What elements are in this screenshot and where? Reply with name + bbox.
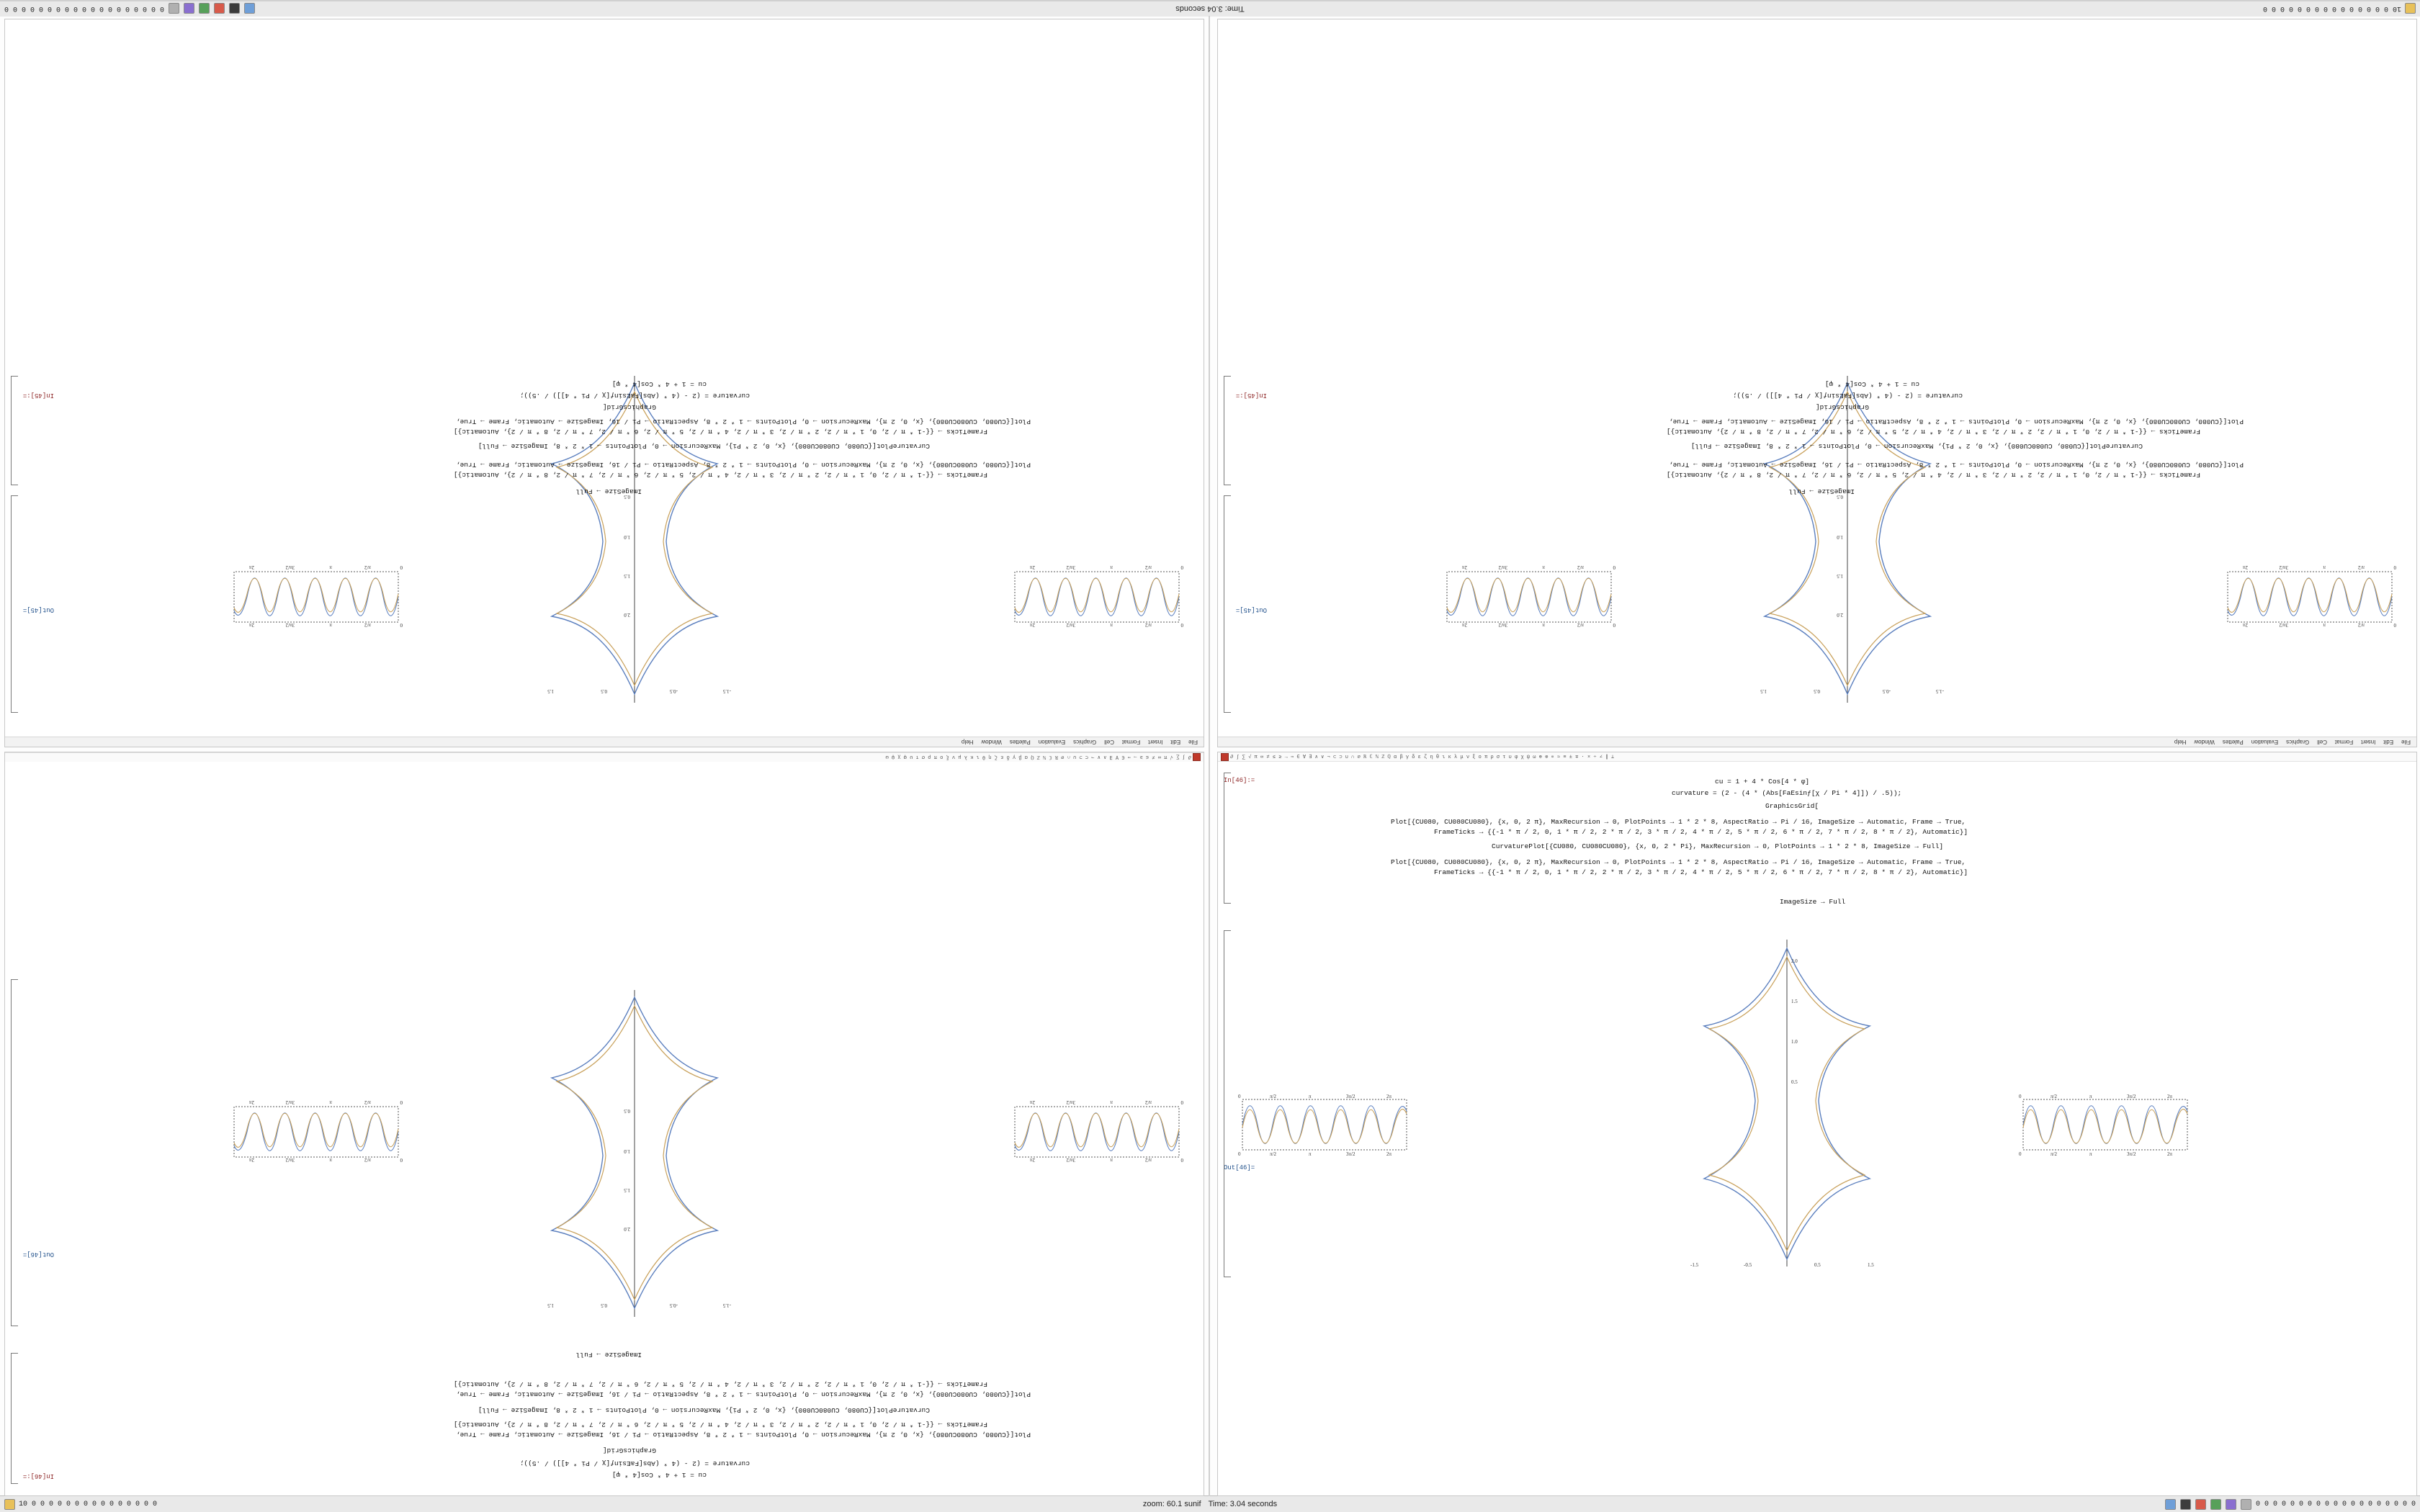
svg-text:π/2: π/2 xyxy=(1145,1157,1152,1163)
notebook-pane-top-right[interactable] xyxy=(1217,19,2417,747)
plot-code-line-2[interactable]: FrameTicks → {{-1 * π / 2, 0, 1 * π / 2, 2 * π / 2, 3 * π / 2, 4 * π / 2, 5 * π / 2, 6 * π / 2, 7 * π / 2, 8 * π / 2}, Automatic}] xyxy=(453,471,987,479)
bottom-titlebar-right-text: 0 0 0 0 0 0 0 0 0 0 0 0 0 0 0 0 0 0 0 xyxy=(2255,1500,2416,1508)
svg-text:π: π xyxy=(329,564,332,570)
cell-bracket-5[interactable] xyxy=(11,1353,18,1484)
svg-text:2π: 2π xyxy=(248,622,254,628)
horizontal-divider xyxy=(0,0,2420,1)
svg-text:0.5: 0.5 xyxy=(1837,494,1843,500)
svg-text:3π/2: 3π/2 xyxy=(285,622,295,628)
imagesize-text-3: ImageSize → Full xyxy=(575,1351,642,1359)
app-icon-bottom xyxy=(4,1499,15,1510)
svg-text:0.5: 0.5 xyxy=(624,1108,630,1114)
top-status-text: Time: 3.04 seconds xyxy=(1175,4,1245,13)
notebook-body-bottom-right[interactable] xyxy=(1218,761,2416,1495)
menu-graphics[interactable]: Graphics xyxy=(1073,739,1097,745)
bottom-status-text-2: zoom: 60.1 sunif xyxy=(1142,1500,1201,1508)
cell-bracket-2[interactable] xyxy=(11,376,18,485)
menu-help-2[interactable]: Help xyxy=(2174,739,2187,745)
menu-edit[interactable]: Edit xyxy=(1170,739,1181,745)
svg-text:1.5: 1.5 xyxy=(1868,1262,1874,1268)
notebook-body-top-right[interactable] xyxy=(1218,19,2416,737)
svg-text:-1.5: -1.5 xyxy=(1690,1262,1699,1268)
svg-text:1.5: 1.5 xyxy=(547,688,554,694)
svg-text:0: 0 xyxy=(1613,622,1615,628)
curvature-def-code[interactable]: curvature = (2 - (4 * (Abs[FaEsinƒ[χ / Pi * 4]]) / .5)); xyxy=(519,392,750,400)
svg-text:2π: 2π xyxy=(1029,1099,1035,1105)
curvature-plot-code-c[interactable]: CurvaturePlot[{CU080, CU080CU080}, {x, 0, 2 * Pi}, MaxRecursion → 0, PlotPoints → 1 * 2 * 8, ImageSize → Full] xyxy=(478,1406,930,1414)
svg-text:1.0: 1.0 xyxy=(1791,1039,1798,1045)
plot-code-line-4d[interactable]: FrameTicks → {{-1 * π / 2, 0, 1 * π / 2, 2 * π / 2, 3 * π / 2, 4 * π / 2, 5 * π / 2, 6 * π / 2, 7 * π / 2, 8 * π / 2}, Automatic}] xyxy=(1434,868,1968,876)
svg-text:π: π xyxy=(2089,1094,2092,1099)
svg-text:0: 0 xyxy=(1180,1157,1183,1163)
graphics-grid-code-d[interactable]: GraphicsGrid[ xyxy=(1765,802,1819,810)
svg-text:3π/2: 3π/2 xyxy=(1498,622,1507,628)
mail-icon[interactable] xyxy=(199,4,210,14)
bottom-titlebar-left-text: 10 0 0 0 0 0 0 0 0 0 0 0 0 0 0 0 xyxy=(19,1500,158,1508)
titlebar-right-text: 0 0 0 0 0 0 0 0 0 0 0 0 0 0 0 0 0 0 0 xyxy=(4,4,165,13)
curve-def-code-c[interactable]: cu = 1 + 4 * Cos[4 * φ] xyxy=(611,1471,707,1479)
top-window-titlebar xyxy=(0,0,2420,17)
wave-plot-3-left xyxy=(1008,1099,1188,1164)
svg-text:π: π xyxy=(1110,622,1113,628)
svg-text:π: π xyxy=(329,622,332,628)
svg-text:-1.5: -1.5 xyxy=(722,1302,731,1308)
svg-text:0: 0 xyxy=(1613,564,1615,570)
svg-text:0: 0 xyxy=(2393,564,2396,570)
svg-text:2.0: 2.0 xyxy=(624,1226,630,1232)
svg-text:π/2: π/2 xyxy=(1145,564,1152,570)
svg-text:2π: 2π xyxy=(2242,564,2248,570)
curvature-plot-code-d[interactable]: CurvaturePlot[{CU080, CU080CU080}, {x, 0, 2 * Pi}, MaxRecursion → 0, PlotPoints → 1 * 2 * 8, ImageSize → Full] xyxy=(1492,842,1944,850)
menu-format-2[interactable]: Format xyxy=(2334,739,2354,745)
media-icon[interactable] xyxy=(184,4,194,14)
bottom-titlebar-left-group xyxy=(0,1499,800,1510)
menu-edit-2[interactable]: Edit xyxy=(2383,739,2394,745)
wave-plot-1-left xyxy=(1008,564,1188,629)
svg-text:3π/2: 3π/2 xyxy=(285,1099,295,1105)
svg-text:π: π xyxy=(2323,564,2326,570)
plot-code-line-4c[interactable]: FrameTicks → {{-1 * π / 2, 0, 1 * π / 2, 2 * π / 2, 3 * π / 2, 4 * π / 2, 5 * π / 2, 6 * π / 2, 7 * π / 2, 8 * π / 2}, Automatic}] xyxy=(453,1380,987,1388)
titlebar-left-text: 10 0 0 0 0 0 0 0 0 0 0 0 0 0 0 0 xyxy=(2262,4,2401,13)
svg-text:π/2: π/2 xyxy=(364,622,371,628)
svg-text:-0.5: -0.5 xyxy=(1744,1262,1752,1268)
svg-text:π/2: π/2 xyxy=(364,1157,371,1163)
svg-text:1.0: 1.0 xyxy=(624,1148,630,1154)
svg-text:3π/2: 3π/2 xyxy=(2279,564,2288,570)
wave-plot-1-right xyxy=(227,564,407,629)
folder-icon[interactable] xyxy=(244,4,255,14)
svg-text:2π: 2π xyxy=(2242,622,2248,628)
svg-text:3π/2: 3π/2 xyxy=(285,564,295,570)
menu-help[interactable]: Help xyxy=(961,739,974,745)
curvature-plot-code-b[interactable]: CurvaturePlot[{CU080, CU080CU080}, {x, 0, 2 * Pi}, MaxRecursion → 0, PlotPoints → 1 * 2 * 8, ImageSize → Full] xyxy=(1690,442,2143,450)
cell-bracket-1[interactable] xyxy=(11,495,18,713)
svg-text:π: π xyxy=(1309,1094,1312,1099)
svg-text:2.0: 2.0 xyxy=(1791,958,1798,964)
svg-text:π/2: π/2 xyxy=(364,1099,371,1105)
notebook-body-top-left[interactable] xyxy=(5,19,1204,737)
svg-text:2.0: 2.0 xyxy=(624,612,630,618)
menu-file[interactable]: File xyxy=(1188,739,1198,745)
titlebar-center-group xyxy=(800,4,1620,13)
toolbar-symbols: ∂ ∫ ∑ √ π ∞ ≠ ≤ ≥ → ⇒ ∈ ∀ ∃ ∧ ∨ ¬ ⊂ ⊃ ∪ ∩ ∅ ℝ ℂ ℕ ℤ ℚ α β γ δ ε ζ η θ ι κ λ μ ν ξ ο π ρ σ τ υ φ χ ψ ω xyxy=(885,754,1191,760)
svg-text:π: π xyxy=(1542,564,1545,570)
svg-text:3π/2: 3π/2 xyxy=(1066,1157,1075,1163)
media-icon-bottom[interactable] xyxy=(2226,1499,2236,1510)
svg-text:π: π xyxy=(329,1099,332,1105)
menu-evaluation-2[interactable]: Evaluation xyxy=(2251,739,2279,745)
svg-text:-1.5: -1.5 xyxy=(1935,688,1944,694)
in-label-4: In[46]:= xyxy=(1224,777,1255,784)
svg-text:-1.5: -1.5 xyxy=(722,688,731,694)
svg-text:0: 0 xyxy=(2019,1094,2022,1099)
bottom-titlebar-center-group xyxy=(800,1500,1620,1508)
svg-text:-0.5: -0.5 xyxy=(1882,688,1891,694)
browser-icon-bottom[interactable] xyxy=(2195,1499,2206,1510)
svg-text:0: 0 xyxy=(1238,1151,1241,1157)
curve-def-code-b[interactable]: cu = 1 + 4 * Cos[4 * φ] xyxy=(1824,380,1919,388)
graphics-grid-code[interactable]: GraphicsGrid[ xyxy=(602,403,656,411)
svg-text:0: 0 xyxy=(2019,1151,2022,1157)
plot-code-line-2d[interactable]: FrameTicks → {{-1 * π / 2, 0, 1 * π / 2, 2 * π / 2, 3 * π / 2, 4 * π / 2, 5 * π / 2, 6 * π / 2, 7 * π / 2, 8 * π / 2}, Automatic}] xyxy=(1434,828,1968,836)
curve-def-code-d[interactable]: cu = 1 + 4 * Cos[4 * φ] xyxy=(1715,778,1810,786)
svg-text:π: π xyxy=(1110,1157,1113,1163)
toolbar-symbols-2: ∂ ∫ ∑ √ π ∞ ≠ ≤ ≥ → ⇒ ∈ ∀ ∃ ∧ ∨ ¬ ⊂ ⊃ ∪ ∩ ∅ ℝ ℂ ℕ ℤ ℚ α β γ δ ε ζ η θ ι κ λ μ ν ξ ο π ρ σ τ υ φ χ ψ ω ⊕ ⊗ ∝ ≈ ≡ ± ∓ ⋅ × ÷ ∠ ∥ ⊥ xyxy=(1230,754,1615,760)
svg-text:π/2: π/2 xyxy=(1270,1151,1276,1157)
svg-text:π/2: π/2 xyxy=(1145,622,1152,628)
polar-rose-plot-4 xyxy=(1621,934,1953,1272)
menu-window-2[interactable]: Window xyxy=(2194,739,2215,745)
menu-graphics-2[interactable]: Graphics xyxy=(2286,739,2310,745)
abort-indicator-2[interactable] xyxy=(1221,753,1229,761)
svg-text:2π: 2π xyxy=(1029,1157,1035,1163)
svg-text:3π/2: 3π/2 xyxy=(1066,564,1075,570)
cell-bracket-3[interactable] xyxy=(1224,495,1231,713)
svg-text:0: 0 xyxy=(1180,564,1183,570)
svg-text:3π/2: 3π/2 xyxy=(1346,1094,1355,1099)
terminal-icon-bottom[interactable] xyxy=(2180,1499,2191,1510)
svg-text:0.5: 0.5 xyxy=(624,494,630,500)
svg-text:2π: 2π xyxy=(248,1157,254,1163)
graphics-grid-code-b[interactable]: GraphicsGrid[ xyxy=(1815,403,1869,411)
in-label-3: In[46]:= xyxy=(22,1472,54,1480)
plot-code-line-4b[interactable]: FrameTicks → {{-1 * π / 2, 0, 1 * π / 2, 2 * π / 2, 3 * π / 2, 4 * π / 2, 5 * π / 2, 6 * π / 2, 7 * π / 2, 8 * π / 2}, Automatic}] xyxy=(1666,428,2200,436)
svg-text:0: 0 xyxy=(400,622,403,628)
svg-text:1.5: 1.5 xyxy=(1791,999,1798,1004)
curvature-def-code-d[interactable]: curvature = (2 - (4 * (Abs[FaEsinƒ[χ / Pi * 4]]) / .5)); xyxy=(1672,789,1902,797)
plot-code-line-3c[interactable]: Plot[{CU080, CU080CU080}, {x, 0, 2 π}, MaxRecursion → 0, PlotPoints → 1 * 2 * 8, AspectRatio → Pi / 16, ImageSize → Automatic, Frame → True, xyxy=(455,1390,1031,1398)
wave-plot-3-right xyxy=(227,1099,407,1164)
svg-text:3π/2: 3π/2 xyxy=(1066,1099,1075,1105)
svg-text:1.5: 1.5 xyxy=(547,1302,554,1308)
svg-text:2π: 2π xyxy=(1461,564,1467,570)
bottom-titlebar-right-group xyxy=(1620,1499,2420,1510)
browser-icon[interactable] xyxy=(214,4,225,14)
menu-cell-2[interactable]: Cell xyxy=(2317,739,2327,745)
titlebar-right-group xyxy=(0,4,800,14)
svg-text:1.5: 1.5 xyxy=(1760,688,1767,694)
svg-text:2π: 2π xyxy=(1461,622,1467,628)
curvature-def-code-c[interactable]: curvature = (2 - (4 * (Abs[FaEsinƒ[χ / Pi * 4]]) / .5)); xyxy=(519,1459,750,1467)
svg-text:2π: 2π xyxy=(1386,1151,1392,1157)
svg-text:π/2: π/2 xyxy=(2051,1151,2057,1157)
svg-text:π: π xyxy=(2089,1151,2092,1157)
svg-text:1.5: 1.5 xyxy=(624,1187,630,1193)
wave-plot-4-left xyxy=(1234,1092,1414,1157)
svg-text:π/2: π/2 xyxy=(2358,564,2365,570)
svg-text:0.5: 0.5 xyxy=(601,1302,607,1308)
svg-text:0.5: 0.5 xyxy=(1814,688,1820,694)
svg-text:π/2: π/2 xyxy=(1145,1099,1152,1105)
svg-text:3π/2: 3π/2 xyxy=(2279,622,2288,628)
svg-text:2π: 2π xyxy=(2167,1094,2173,1099)
out-label-3: Out[46]= xyxy=(22,1251,54,1258)
plot-code-line-4[interactable]: FrameTicks → {{-1 * π / 2, 0, 1 * π / 2, 2 * π / 2, 3 * π / 2, 4 * π / 2, 5 * π / 2, 6 * π / 2, 7 * π / 2, 8 * π / 2}, Automatic}] xyxy=(453,428,987,436)
curve-def-code[interactable]: cu = 1 + 4 * Cos[4 * φ] xyxy=(611,380,707,388)
svg-text:π: π xyxy=(1110,1099,1113,1105)
graphics-grid-code-c[interactable]: GraphicsGrid[ xyxy=(602,1446,656,1454)
curvature-plot-code[interactable]: CurvaturePlot[{CU080, CU080CU080}, {x, 0, 2 * Pi}, MaxRecursion → 0, PlotPoints → 1 * 2 * 8, ImageSize → Full] xyxy=(478,442,930,450)
svg-text:0.5: 0.5 xyxy=(1814,1262,1821,1268)
menu-evaluation[interactable]: Evaluation xyxy=(1038,739,1066,745)
bottom-window-titlebar xyxy=(0,1495,2420,1512)
svg-text:-0.5: -0.5 xyxy=(669,1302,678,1308)
svg-text:π: π xyxy=(1110,564,1113,570)
wave-plot-2-right xyxy=(1440,564,1620,629)
svg-text:π/2: π/2 xyxy=(2051,1094,2057,1099)
cell-bracket-6[interactable] xyxy=(11,979,18,1326)
menu-insert[interactable]: Insert xyxy=(1148,739,1163,745)
plot-code-line-3b[interactable]: Plot[{CU080, CU080CU080}, {x, 0, 2 π}, MaxRecursion → 0, PlotPoints → 1 * 2 * 8, AspectRatio → Pi / 16, ImageSize → Automatic, Frame → True, xyxy=(1668,418,2244,426)
imagesize-text-2: ImageSize → Full xyxy=(1788,487,1855,495)
svg-text:π/2: π/2 xyxy=(1577,564,1584,570)
menubar-top-right[interactable] xyxy=(1218,737,2416,747)
svg-text:-0.5: -0.5 xyxy=(669,688,678,694)
svg-text:π/2: π/2 xyxy=(1577,622,1584,628)
notebook-pane-bottom-right[interactable] xyxy=(1217,752,2417,1496)
svg-text:π: π xyxy=(1309,1151,1312,1157)
svg-text:0: 0 xyxy=(400,1099,403,1105)
cell-bracket-8[interactable] xyxy=(1224,930,1231,1277)
imagesize-text-1: ImageSize → Full xyxy=(575,487,642,495)
svg-text:2π: 2π xyxy=(248,1099,254,1105)
cell-bracket-4[interactable] xyxy=(1224,376,1231,485)
in-label-2: In[45]:= xyxy=(1235,392,1267,399)
menu-file-2[interactable]: File xyxy=(2401,739,2411,745)
notebook-body-bottom-left[interactable] xyxy=(5,761,1204,1495)
out-label-2: Out[45]= xyxy=(1235,606,1267,613)
curvature-def-code-b[interactable]: curvature = (2 - (4 * (Abs[FaEsinƒ[χ / Pi * 4]]) / .5)); xyxy=(1732,392,1963,400)
svg-text:0: 0 xyxy=(2393,622,2396,628)
terminal-icon[interactable] xyxy=(229,4,240,14)
svg-text:0: 0 xyxy=(1180,1099,1183,1105)
plot-code-line-3[interactable]: Plot[{CU080, CU080CU080}, {x, 0, 2 π}, MaxRecursion → 0, PlotPoints → 1 * 2 * 8, AspectRatio → Pi / 16, ImageSize → Automatic, Frame → True, xyxy=(455,418,1031,426)
out-label-1: Out[45]= xyxy=(22,606,54,613)
svg-text:2π: 2π xyxy=(2167,1151,2173,1157)
abort-indicator[interactable] xyxy=(1193,754,1201,762)
plot-code-line-2c[interactable]: FrameTicks → {{-1 * π / 2, 0, 1 * π / 2, 2 * π / 2, 3 * π / 2, 4 * π / 2, 5 * π / 2, 6 * π / 2, 7 * π / 2, 8 * π / 2}, Automatic}] xyxy=(453,1421,987,1428)
svg-text:3π/2: 3π/2 xyxy=(1346,1151,1355,1157)
svg-text:3π/2: 3π/2 xyxy=(1498,564,1507,570)
settings-icon-bottom[interactable] xyxy=(2241,1499,2251,1510)
polar-rose-plot-3 xyxy=(469,984,800,1323)
svg-text:0.5: 0.5 xyxy=(601,688,607,694)
svg-text:π: π xyxy=(329,1157,332,1163)
svg-text:0.5: 0.5 xyxy=(1791,1079,1798,1085)
menu-window[interactable]: Window xyxy=(981,739,1002,745)
plot-code-line-1[interactable]: Plot[{CU080, CU080CU080}, {x, 0, 2 π}, MaxRecursion → 0, PlotPoints → 1 * 2 * 8, AspectRatio → Pi / 16, ImageSize → Automatic, Frame → True, xyxy=(455,461,1031,469)
svg-text:2.0: 2.0 xyxy=(1837,612,1843,618)
menu-insert-2[interactable]: Insert xyxy=(2361,739,2376,745)
svg-text:3π/2: 3π/2 xyxy=(2127,1094,2136,1099)
in-label-1: In[45]:= xyxy=(22,392,54,399)
plot-code-line-1c[interactable]: Plot[{CU080, CU080CU080}, {x, 0, 2 π}, MaxRecursion → 0, PlotPoints → 1 * 2 * 8, AspectRatio → Pi / 16, ImageSize → Automatic, Frame → True, xyxy=(455,1431,1031,1439)
plot-code-line-3d[interactable]: Plot[{CU080, CU080CU080}, {x, 0, 2 π}, MaxRecursion → 0, PlotPoints → 1 * 2 * 8, AspectRatio → Pi / 16, ImageSize → Automatic, Frame → True, xyxy=(1391,858,1966,866)
menu-format[interactable]: Format xyxy=(1121,739,1141,745)
svg-text:π/2: π/2 xyxy=(364,564,371,570)
settings-icon[interactable] xyxy=(169,4,179,14)
bottom-status-text: Time: 3.04 seconds xyxy=(1208,1500,1278,1508)
svg-text:0: 0 xyxy=(1238,1094,1241,1099)
out-label-4: Out[46]= xyxy=(1224,1164,1255,1171)
svg-text:2π: 2π xyxy=(1386,1094,1392,1099)
svg-text:π: π xyxy=(2323,622,2326,628)
svg-text:0: 0 xyxy=(400,564,403,570)
svg-text:π: π xyxy=(1542,622,1545,628)
notebook-pane-top-left[interactable] xyxy=(4,19,1204,747)
vertical-divider xyxy=(1209,16,1210,1496)
wave-plot-4-right xyxy=(2015,1092,2195,1157)
svg-text:3π/2: 3π/2 xyxy=(285,1157,295,1163)
menu-palettes-2[interactable]: Palettes xyxy=(2222,739,2244,745)
svg-text:π/2: π/2 xyxy=(2358,622,2365,628)
menu-palettes[interactable]: Palettes xyxy=(1009,739,1031,745)
svg-text:0: 0 xyxy=(400,1157,403,1163)
menubar-top-left[interactable] xyxy=(5,737,1204,747)
titlebar-left-group xyxy=(1620,4,2420,14)
plot-code-line-1b[interactable]: Plot[{CU080, CU080CU080}, {x, 0, 2 π}, MaxRecursion → 0, PlotPoints → 1 * 2 * 8, AspectRatio → Pi / 16, ImageSize → Automatic, Frame → True, xyxy=(1668,461,2244,469)
menu-cell[interactable]: Cell xyxy=(1104,739,1114,745)
app-icon xyxy=(2405,4,2416,14)
svg-text:1.5: 1.5 xyxy=(624,573,630,579)
svg-text:π/2: π/2 xyxy=(1270,1094,1276,1099)
imagesize-text-4: ImageSize → Full xyxy=(1780,898,1846,906)
plot-code-line-1d[interactable]: Plot[{CU080, CU080CU080}, {x, 0, 2 π}, MaxRecursion → 0, PlotPoints → 1 * 2 * 8, AspectRatio → Pi / 16, ImageSize → Automatic, Frame → True, xyxy=(1391,818,1966,826)
cell-bracket-7[interactable] xyxy=(1224,773,1231,904)
svg-text:3π/2: 3π/2 xyxy=(1066,622,1075,628)
notebook-pane-bottom-left[interactable] xyxy=(4,752,1204,1496)
svg-text:0: 0 xyxy=(1180,622,1183,628)
svg-text:2π: 2π xyxy=(248,564,254,570)
svg-text:3π/2: 3π/2 xyxy=(2127,1151,2136,1157)
mail-icon-bottom[interactable] xyxy=(2210,1499,2221,1510)
svg-text:1.0: 1.0 xyxy=(1837,534,1843,540)
svg-text:2π: 2π xyxy=(1029,564,1035,570)
svg-text:2π: 2π xyxy=(1029,622,1035,628)
folder-icon-bottom[interactable] xyxy=(2165,1499,2176,1510)
plot-code-line-2b[interactable]: FrameTicks → {{-1 * π / 2, 0, 1 * π / 2, 2 * π / 2, 3 * π / 2, 4 * π / 2, 5 * π / 2, 6 * π / 2, 7 * π / 2, 8 * π / 2}, Automatic}] xyxy=(1666,471,2200,479)
svg-text:1.5: 1.5 xyxy=(1837,573,1843,579)
wave-plot-2-left xyxy=(2220,564,2401,629)
svg-text:1.0: 1.0 xyxy=(624,534,630,540)
